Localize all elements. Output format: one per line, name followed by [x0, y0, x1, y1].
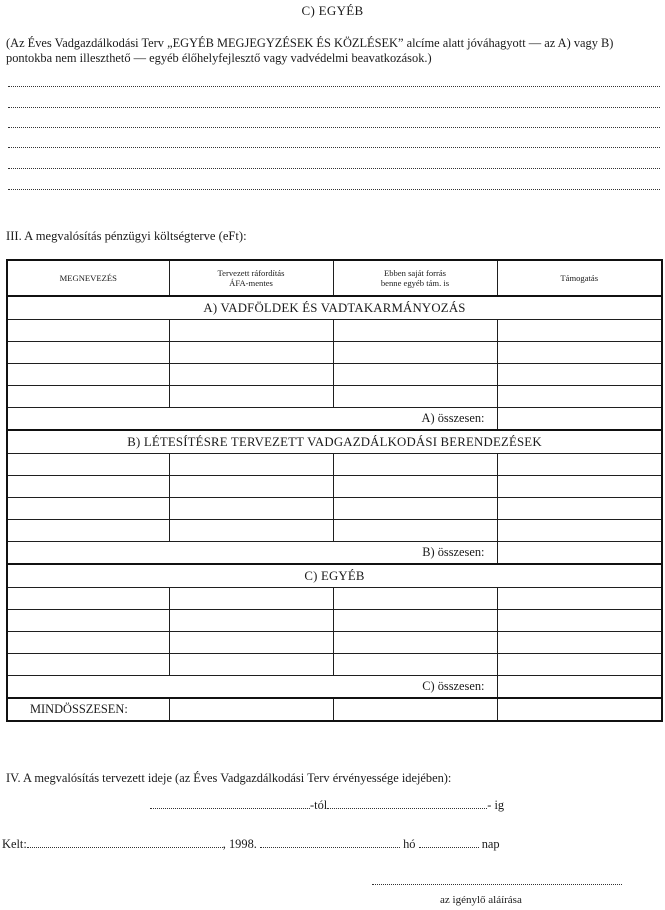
header-megnevezes: MEGNEVEZÉS [7, 260, 169, 296]
total-cell[interactable] [333, 698, 497, 721]
from-suffix: -tól [310, 798, 328, 812]
cell[interactable] [7, 632, 169, 654]
header-sajat [333, 260, 497, 296]
from-date-field[interactable] [150, 798, 310, 809]
dotted-line[interactable] [8, 147, 660, 148]
signature-line[interactable] [372, 884, 622, 885]
cell[interactable] [7, 320, 169, 342]
table-row [7, 610, 662, 632]
group-c-sum-row [7, 676, 662, 699]
cell[interactable] [333, 454, 497, 476]
cell[interactable] [169, 454, 333, 476]
total-cell[interactable] [497, 698, 662, 721]
table-row [7, 632, 662, 654]
table-row [7, 588, 662, 610]
section-3-title: III. A megvalósítás pénzügyi költségterve (eFt): [6, 229, 247, 243]
dotted-line[interactable] [8, 189, 660, 190]
cell[interactable] [497, 476, 662, 498]
group-a-title: A) VADFÖLDEK ÉS VADTAKARMÁNYOZÁS [7, 296, 662, 320]
cell[interactable] [333, 386, 497, 408]
header-tervezett [169, 260, 333, 296]
group-a-sum-value[interactable] [497, 408, 662, 431]
group-c-sum-label: C) összesen: [7, 676, 497, 699]
table-row [7, 364, 662, 386]
table-row [7, 476, 662, 498]
cell[interactable] [333, 320, 497, 342]
total-cell[interactable] [169, 698, 333, 721]
cell[interactable] [7, 610, 169, 632]
cell[interactable] [169, 342, 333, 364]
table-row [7, 386, 662, 408]
table-row [7, 520, 662, 542]
group-b-sum-label: B) összesen: [7, 542, 497, 565]
cell[interactable] [7, 498, 169, 520]
group-b-title-row [7, 430, 662, 454]
header-tervezett-text: Tervezett ráfordítás ÁFA-mentes [217, 268, 285, 288]
month-label: hó [403, 837, 416, 851]
cell[interactable] [333, 364, 497, 386]
cell[interactable] [169, 320, 333, 342]
dotted-line[interactable] [8, 168, 660, 169]
period-line [150, 798, 504, 813]
cell[interactable] [333, 520, 497, 542]
cell[interactable] [7, 476, 169, 498]
group-a-sum-label: A) összesen: [7, 408, 497, 431]
group-c-title: C) EGYÉB [7, 564, 662, 588]
cell[interactable] [333, 498, 497, 520]
cell[interactable] [169, 364, 333, 386]
month-field[interactable] [260, 837, 400, 848]
cell[interactable] [7, 342, 169, 364]
dotted-line[interactable] [8, 86, 660, 87]
cell[interactable] [497, 454, 662, 476]
cell[interactable] [7, 364, 169, 386]
group-c-title-row [7, 564, 662, 588]
group-b-sum-value[interactable] [497, 542, 662, 565]
cell[interactable] [169, 610, 333, 632]
day-field[interactable] [419, 837, 479, 848]
dotted-line[interactable] [8, 127, 660, 128]
total-label: MINDÖSSZESEN: [7, 698, 169, 721]
section-c-title: C) EGYÉB [301, 3, 364, 18]
table-row [7, 342, 662, 364]
table-row [7, 498, 662, 520]
section-c-intro: (Az Éves Vadgazdálkodási Terv „EGYÉB MEGJEGYZÉSEK ÉS KÖZLÉSEK” alcíme alatt jóváhagyott — az A) vagy B) pontokba nem illeszthető — egyéb élőhelyfejlesztő vagy vadvédelmi beavatkozások.) [6, 36, 614, 65]
table-row [7, 320, 662, 342]
cell[interactable] [7, 386, 169, 408]
total-row [7, 698, 662, 721]
dotted-line[interactable] [8, 107, 660, 108]
cell[interactable] [497, 386, 662, 408]
group-a-title-row [7, 296, 662, 320]
cell[interactable] [7, 454, 169, 476]
cell[interactable] [7, 520, 169, 542]
cell[interactable] [169, 588, 333, 610]
group-c-sum-value[interactable] [497, 676, 662, 699]
day-label: nap [481, 837, 500, 851]
table-row [7, 654, 662, 676]
year-text: , 1998. [222, 837, 257, 851]
cell[interactable] [169, 498, 333, 520]
kelt-line [2, 837, 500, 852]
cell[interactable] [169, 386, 333, 408]
cell[interactable] [497, 498, 662, 520]
table-row [7, 454, 662, 476]
cell[interactable] [497, 610, 662, 632]
group-b-sum-row [7, 542, 662, 565]
signature-label: az igénylő aláírása [440, 894, 522, 906]
cell[interactable] [7, 588, 169, 610]
to-suffix: - ig [487, 798, 505, 812]
cell[interactable] [333, 476, 497, 498]
cell[interactable] [497, 520, 662, 542]
cell[interactable] [497, 320, 662, 342]
cell[interactable] [169, 654, 333, 676]
cell[interactable] [169, 520, 333, 542]
cost-table [6, 259, 663, 722]
group-b-title: B) LÉTESÍTÉSRE TERVEZETT VADGAZDÁLKODÁSI BERENDEZÉSEK [7, 430, 662, 454]
cell[interactable] [333, 588, 497, 610]
cell[interactable] [333, 654, 497, 676]
group-a-sum-row [7, 408, 662, 431]
cell[interactable] [497, 588, 662, 610]
cell[interactable] [169, 476, 333, 498]
cell[interactable] [333, 610, 497, 632]
cell[interactable] [333, 632, 497, 654]
to-date-field[interactable] [327, 798, 487, 809]
header-tamogatas: Támogatás [497, 260, 662, 296]
header-sajat-text: Ebben saját forrás benne egyéb tám. is [380, 268, 450, 288]
cell[interactable] [7, 654, 169, 676]
place-field[interactable] [27, 837, 223, 848]
section-4-title: IV. A megvalósítás tervezett ideje (az Éves Vadgazdálkodási Terv érvényessége idejében): [6, 771, 452, 785]
cell[interactable] [497, 364, 662, 386]
cell[interactable] [169, 632, 333, 654]
cell[interactable] [497, 342, 662, 364]
kelt-label: Kelt: [2, 837, 27, 851]
cell[interactable] [497, 632, 662, 654]
cell[interactable] [333, 342, 497, 364]
cell[interactable] [497, 654, 662, 676]
table-header-row [7, 260, 662, 296]
